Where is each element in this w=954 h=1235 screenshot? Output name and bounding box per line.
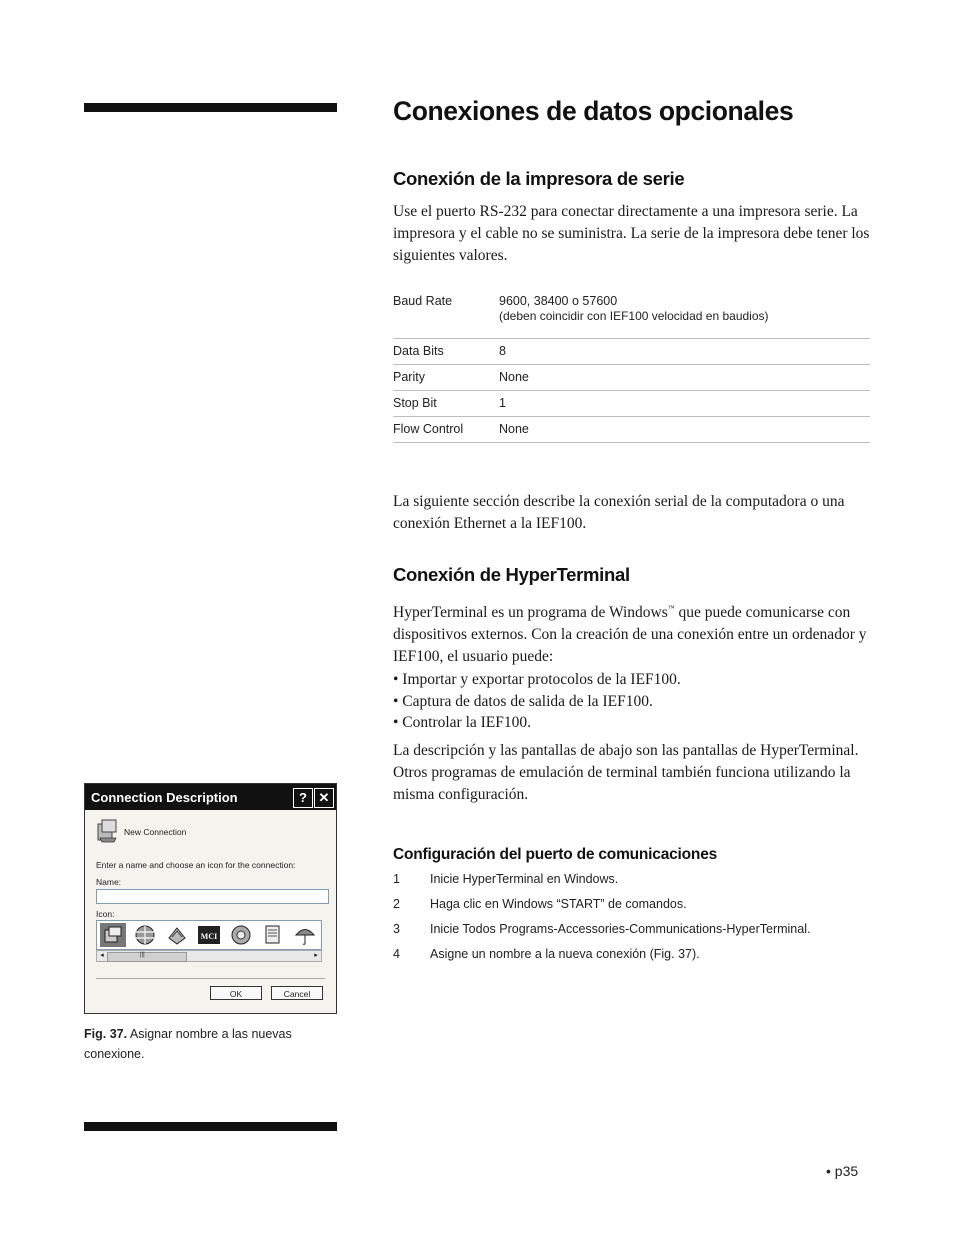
- setting-key: Flow Control: [393, 417, 499, 443]
- ok-button[interactable]: OK: [210, 986, 262, 1000]
- caption-label: Fig. 37.: [84, 1027, 128, 1041]
- step-number: 1: [393, 872, 400, 886]
- list-item: [393, 872, 810, 897]
- hyperterminal-paragraph-end: que puede comunicarse con dispositivos externos. Con la creación de una conexión entre un ordenador y IEF100, el usuario puede:: [393, 604, 867, 665]
- step-number: 4: [393, 947, 400, 961]
- setting-value: None: [499, 365, 870, 391]
- list-item: • Importar y exportar protocolos de la IEF100.: [393, 671, 681, 688]
- hyperterminal-closing: La descripción y las pantallas de abajo son las pantallas de HyperTerminal. Otros programas de emulación de terminal también funciona utilizando la misma configuración.: [393, 742, 859, 803]
- new-connection-label: New Connection: [124, 827, 187, 837]
- dialog-instruction: Enter a name and choose an icon for the connection:: [96, 860, 296, 870]
- table-row: [393, 339, 870, 365]
- list-item: [393, 922, 810, 947]
- scroll-left-icon[interactable]: ◂: [100, 952, 104, 959]
- list-item: [393, 947, 810, 972]
- page-number: • p35: [826, 1163, 859, 1179]
- close-button[interactable]: ✕: [314, 788, 334, 808]
- step-text: Inicie HyperTerminal en Windows.: [430, 872, 619, 886]
- cancel-button[interactable]: Cancel: [271, 986, 323, 1000]
- list-item: • Controlar la IEF100.: [393, 714, 532, 731]
- setting-value: 8: [499, 339, 870, 365]
- setting-value-cell: [499, 288, 870, 339]
- network-icon-option[interactable]: [164, 923, 190, 947]
- list-item: [393, 897, 810, 922]
- table-row: [393, 391, 870, 417]
- serial-settings-table: [393, 288, 870, 443]
- step-number: 3: [393, 922, 400, 936]
- capabilities-list: [393, 669, 681, 734]
- dialog-separator: [96, 978, 325, 979]
- name-label: Name:: [96, 877, 122, 887]
- printer-heading: Conexión de la impresora de serie: [393, 168, 685, 189]
- trademark-symbol: ™: [667, 604, 675, 612]
- table-row: [393, 417, 870, 443]
- step-text: Inicie Todos Programs-Accessories-Communications-HyperTerminal.: [430, 922, 811, 936]
- dialog-title: Connection Description: [91, 790, 238, 805]
- hyperterminal-paragraph: [393, 597, 871, 668]
- setting-key: Stop Bit: [393, 391, 499, 417]
- umbrella-icon-option[interactable]: [292, 923, 318, 947]
- printer-paragraph: Use el puerto RS-232 para conectar directamente a una impresora serie. La impresora y el cable no se suministra. La serie de la impresora debe tener los siguientes valores.: [393, 203, 870, 264]
- globe-icon-option[interactable]: [132, 923, 158, 947]
- name-input[interactable]: [96, 889, 329, 904]
- step-text: Haga clic en Windows “START” de comandos.: [430, 897, 687, 911]
- scroll-thumb[interactable]: [107, 952, 187, 962]
- setting-key: Data Bits: [393, 339, 499, 365]
- caption-text: Asignar nombre a las nuevas conexione.: [84, 1027, 292, 1061]
- icon-label: Icon:: [96, 909, 115, 919]
- setting-value: None: [499, 417, 870, 443]
- setting-key: Parity: [393, 365, 499, 391]
- setting-note: (deben coincidir con IEF100 velocidad en baudios): [499, 309, 769, 323]
- phone-icon-option[interactable]: [100, 923, 126, 947]
- setting-value: 1: [499, 391, 870, 417]
- dialog-titlebar: [85, 784, 336, 810]
- document-phone-icon-option[interactable]: [260, 923, 286, 947]
- config-heading: Configuración del puerto de comunicaciones: [393, 846, 718, 863]
- next-section-intro: La siguiente sección describe la conexión serial de la computadora o una conexión Ethernet a la IEF100.: [393, 493, 845, 532]
- dialog-body: [85, 810, 336, 1013]
- mci-icon-option[interactable]: [196, 923, 222, 947]
- mci-text: MCI: [200, 932, 218, 941]
- top-rule: [84, 103, 337, 112]
- scroll-right-icon[interactable]: ▸: [314, 952, 318, 959]
- connection-description-dialog: [84, 783, 337, 1014]
- step-number: 2: [393, 897, 400, 911]
- setting-value: 9600, 38400 o 57600: [499, 294, 618, 308]
- icon-picker[interactable]: [96, 920, 322, 950]
- icon-scrollbar[interactable]: [96, 950, 322, 962]
- scroll-grip-icon: |||: [140, 952, 145, 958]
- config-steps: [393, 872, 810, 972]
- page-title: Conexiones de datos opcionales: [393, 96, 794, 126]
- help-button[interactable]: ?: [293, 788, 313, 808]
- step-text: Asigne un nombre a la nueva conexión (Fig. 37).: [430, 947, 700, 961]
- hyperterminal-paragraph-start: HyperTerminal es un programa de Windows: [393, 604, 668, 621]
- globe-phone-icon-option[interactable]: [228, 923, 254, 947]
- table-row: [393, 288, 870, 339]
- figure-caption: [84, 1024, 344, 1064]
- phone-icon: [96, 818, 120, 846]
- bottom-rule: [84, 1122, 337, 1131]
- setting-key: Baud Rate: [393, 288, 499, 339]
- table-row: [393, 365, 870, 391]
- hyperterminal-heading: Conexión de HyperTerminal: [393, 564, 630, 585]
- list-item: • Captura de datos de salida de la IEF100.: [393, 692, 653, 710]
